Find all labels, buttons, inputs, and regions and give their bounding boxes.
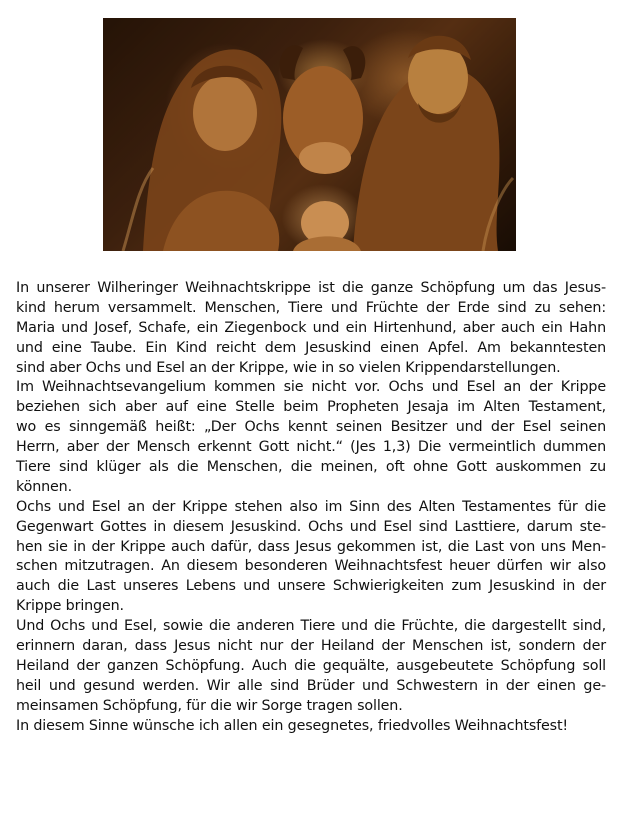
text-line: können. — [16, 478, 72, 495]
text-line: Heiland der ganzen Schöpfung. Auch die gequälte, ausgebeutete Schöpfung soll — [16, 657, 606, 674]
text-line: Und Ochs und Esel, sowie die anderen Tiere und die Früchte, die dargestellt sind, — [16, 618, 606, 635]
text-line: heil und gesund werden. Wir alle sind Brüder und Schwestern in der einen ge- — [16, 677, 606, 694]
text-line: Maria und Josef, Schafe, ein Ziegenbock und ein Hirtenhund, aber auch ein Hahn — [16, 319, 606, 336]
article-text — [16, 279, 606, 736]
text-line: Ochs und Esel an der Krippe stehen also im Sinn des Alten Testamentes für die — [16, 498, 606, 515]
text-line: schen mitzutragen. An diesem besonderen Weihnachtsfest heuer dürfen wir also — [16, 558, 606, 575]
text-line: Gegenwart Gottes in diesem Jesuskind. Ochs und Esel sind Lasttiere, darum ste- — [16, 518, 606, 535]
text-line: auch die Last unseres Lebens und unsere Schwierigkeiten zum Jesuskind in der — [16, 578, 606, 595]
text-line: In diesem Sinne wünsche ich allen ein gesegnetes, friedvolles Weihnachtsfest! — [16, 717, 569, 734]
text-line: Im Weihnachtsevangelium kommen sie nicht vor. Ochs und Esel an der Krippe — [16, 379, 606, 396]
text-line: hen sie in der Krippe auch dafür, dass Jesus gekommen ist, die Last von uns Men- — [16, 538, 606, 555]
text-line: erinnern daran, dass Jesus nicht nur der Heiland der Menschen ist, sondern der — [16, 638, 606, 655]
text-line: In unserer Wilheringer Weihnachtskrippe ist die ganze Schöpfung um das Jesus- — [16, 280, 606, 296]
nativity-illustration — [103, 18, 516, 251]
text-line: Herrn, aber der Mensch erkennt Gott nicht.“ (Jes 1,3) Die vermeintlich dummen — [16, 439, 606, 456]
text-line: meinsamen Schöpfung, für die wir Sorge tragen sollen. — [16, 697, 403, 714]
text-line: kind herum versammelt. Menschen, Tiere und Früchte der Erde sind zu sehen: — [16, 299, 606, 316]
text-line: und eine Taube. Ein Kind reicht dem Jesuskind einen Apfel. Am bekanntesten — [16, 339, 606, 356]
text-line: Krippe bringen. — [16, 598, 124, 615]
text-line: Tiere sind klüger als die Menschen, die meinen, oft ohne Gott auskommen zu — [16, 459, 606, 476]
text-line: wo es sinngemäß heißt: „Der Ochs kennt seinen Besitzer und der Esel seinen — [16, 419, 606, 436]
text-line: beziehen sich aber auf eine Stelle beim Propheten Jesaja im Alten Testament, — [16, 399, 606, 416]
text-line: sind aber Ochs und Esel an der Krippe, wie in so vielen Krippendarstellungen. — [16, 359, 561, 376]
nativity-carving-photo — [103, 18, 516, 251]
